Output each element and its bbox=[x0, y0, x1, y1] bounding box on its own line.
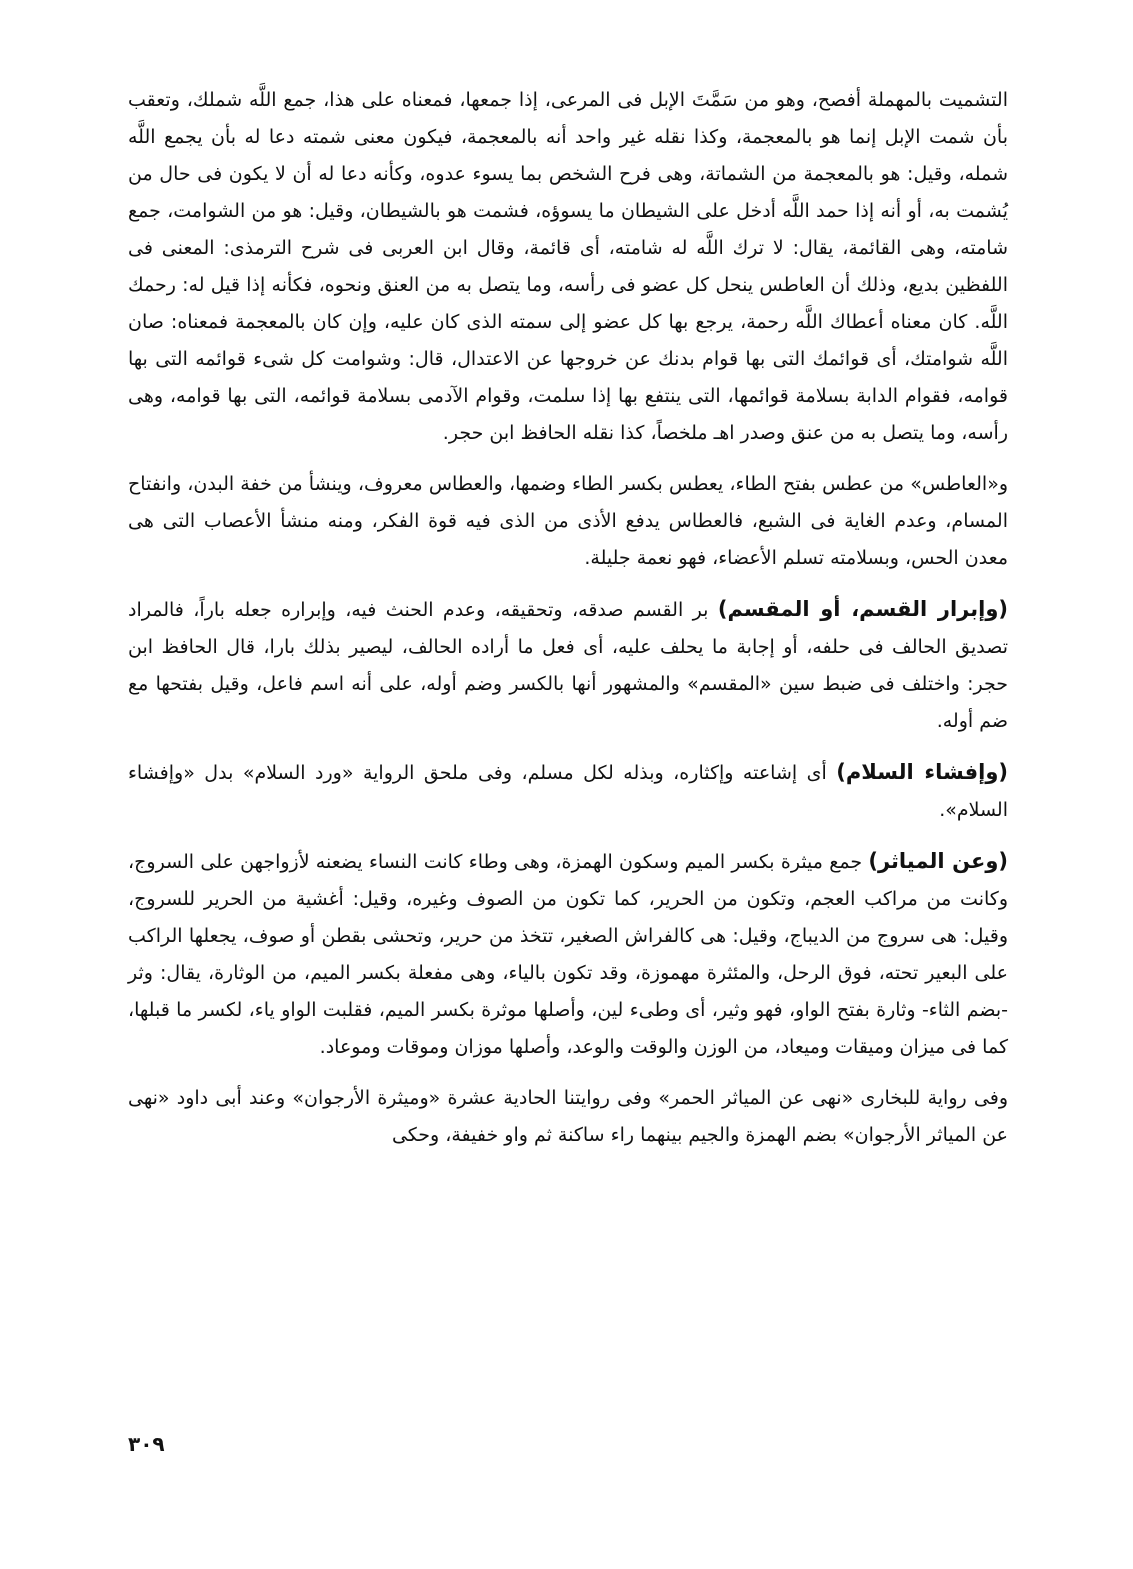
paragraph-ifsha-alsalam bbox=[128, 754, 1008, 829]
document-page bbox=[128, 82, 1008, 1154]
paragraph-ibrar-alqasam bbox=[128, 591, 1008, 740]
paragraph-aatis bbox=[128, 466, 1008, 577]
paragraph-text: وفى رواية للبخارى «نهى عن المياثر الحمر» وفى روايتنا الحادية عشرة «وميثرة الأرجوان» وعند أبى داود «نهى عن المياثر الأرجوان» بضم الهمزة والجيم بينهما راء ساكنة ثم واو خفيفة، وحكى bbox=[128, 1087, 1008, 1146]
paragraph-riwaya-bukhari bbox=[128, 1080, 1008, 1154]
section-heading: (وإبرار القسم، أو المقسم) bbox=[717, 597, 1008, 621]
section-heading: (وإفشاء السلام) bbox=[836, 760, 1008, 784]
paragraph-text: جمع ميثرة بكسر الميم وسكون الهمزة، وهى وطاء كانت النساء يضعنه لأزواجهن على السروج، وكانت من مراكب العجم، وتكون من الحرير، كما تكون من الصوف وغيره، وقيل: أغشية من الحرير للسروج، وقيل: هى سروج من الديباج، وقيل: هى كالفراش الصغير، تتخذ من حرير، وتحشى بقطن أو صوف، يجعلها الراكب على البعير تحته، فوق الرحل، والمئثرة مهموزة، وقد تكون بالياء، وهى مفعلة بكسر الميم، من الوثارة، يقال: وثر -بضم الثاء- وثارة بفتح الواو، فهو وثير، أى وطىء لين، وأصلها موثرة بكسر الميم، فقلبت الواو ياء، لكسر ما قبلها، كما فى ميزان وميقات وميعاد، من الوزن والوقت والوعد، وأصلها موزان وموقات وموعاد. bbox=[128, 851, 1008, 1058]
paragraph-almayathir bbox=[128, 843, 1008, 1066]
paragraph-text: بر القسم صدقه، وتحقيقه، وعدم الحنث فيه، وإبراره جعله باراً، فالمراد تصديق الحالف فى حلفه، أو إجابة ما يحلف عليه، أى فعل ما أراده الحالف، ليصير بذلك بارا، قال الحافظ ابن حجر: واختلف فى ضبط سين «المقسم» والمشهور أنها بالكسر وضم أوله، على أنه اسم فاعل، وقيل بفتحها مع ضم أوله. bbox=[128, 599, 1008, 732]
paragraph-text: أى إشاعته وإكثاره، وبذله لكل مسلم، وفى ملحق الرواية «ورد السلام» بدل «وإفشاء السلام». bbox=[128, 762, 1008, 821]
section-heading: (وعن المياثر) bbox=[868, 849, 1008, 873]
paragraph-text: التشميت بالمهملة أفصح، وهو من سَمَّتَ الإبل فى المرعى، إذا جمعها، فمعناه على هذا، جمع اللَّه شملك، وتعقب بأن شمت الإبل إنما هو بالمعجمة، وكذا نقله غير واحد أنه بالمعجمة، فيكون معنى شمته دعا له بأن يجمع اللَّه شمله، وقيل: هو بالمعجمة من الشماتة، وهى فرح الشخص بما يسوء عدوه، وكأنه دعا له أن لا يكون فى حال من يُشمت به، أو أنه إذا حمد اللَّه أدخل على الشيطان ما يسوؤه، فشمت هو بالشيطان، وقيل: هو من الشوامت، جمع شامته، وهى القائمة، يقال: لا ترك اللَّه له شامته، أى قائمة، وقال ابن العربى فى شرح الترمذى: المعنى فى اللفظين بديع، وذلك أن العاطس ينحل كل عضو فى رأسه، وما يتصل به من العنق ونحوه، فكأنه إذا قيل له: رحمك اللَّه. كان معناه أعطاك اللَّه رحمة، يرجع بها كل عضو إلى سمته الذى كان عليه، وإن كان بالمعجمة فمعناه: صان اللَّه شوامتك، أى قوائمك التى بها قوام بدنك عن خروجها عن الاعتدال، قال: وشوامت كل شىء قوائمه التى بها قوامه، فقوام الدابة بسلامة قوائمها، التى ينتفع بها إذا سلمت، وقوام الآدمى بسلامة قوائمه، التى بها قوامه، وهى رأسه، وما يتصل به من عنق وصدر اهـ ملخصاً، كذا نقله الحافظ ابن حجر. bbox=[128, 89, 1008, 444]
paragraph-tashmit bbox=[128, 82, 1008, 452]
page-number: ٣٠٩ bbox=[128, 1432, 165, 1456]
paragraph-text: و«العاطس» من عطس بفتح الطاء، يعطس بكسر الطاء وضمها، والعطاس معروف، وينشأ من خفة البدن، وانفتاح المسام، وعدم الغاية فى الشبع، فالعطاس يدفع الأذى من الذى فيه قوة الفكر، ومنه منشأ الأعصاب التى هى معدن الحس، وبسلامته تسلم الأعضاء، فهو نعمة جليلة. bbox=[128, 473, 1008, 569]
